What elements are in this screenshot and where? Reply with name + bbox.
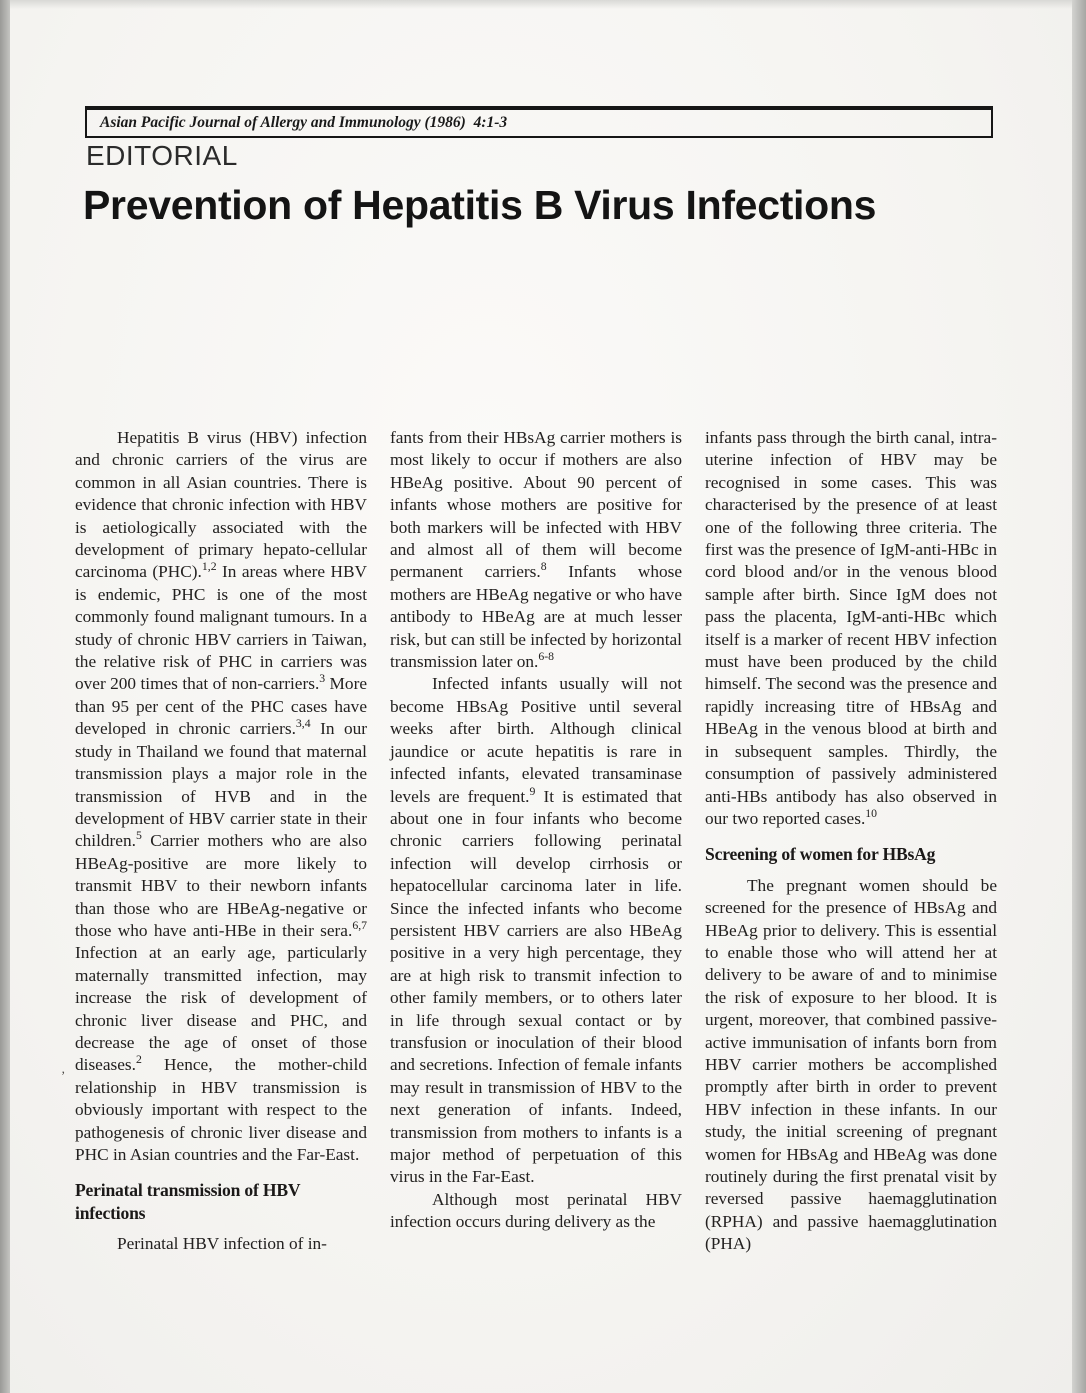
- reference-superscript: 5: [135, 829, 142, 843]
- text-run: infants pass through the birth canal, intra-uterine infection of HBV may be recognised in some cases. This was characterised by the presence of at least one of the following three criteria. The first was the presence of IgM-anti-HBc in cord blood and/or in the venous blood sample after birth. Since IgM does not pass the placenta, IgM-anti-HBc which itself is a marker of recent HBV infection must have been produced by the child himself. The second was the presence and rapidly increasing titre of HBsAg and HBeAg in the venous blood at birth and in subsequent samples. Thirdly, the consumption of passively administered anti-HBs antibody has also observed in our two reported cases.: [705, 428, 997, 828]
- text-run: Infected infants usually will not become HBsAg Positive until several weeks after birth. Although clinical jaundice or acute hepatitis is rare in infected infants, elevated transaminase levels are frequent.: [390, 674, 682, 806]
- text-run: fants from their HBsAg carrier mothers is most likely to occur if mothers are also HBeAg positive. About 90 percent of infants whose mothers are positive for both markers will be infected with HBV and almost all of them will become permanent carriers.: [390, 428, 682, 582]
- paragraph: [705, 427, 997, 830]
- reference-superscript: 1,2: [201, 560, 217, 574]
- section-label: EDITORIAL: [86, 140, 238, 171]
- column-1: [75, 427, 367, 1256]
- text-run: In areas where HBV is endemic, PHC is one of the most commonly found malignant tumours. In a study of chronic HBV carriers in Taiwan, the relative risk of PHC in carriers was over 200 times that of non-carriers.: [75, 562, 367, 694]
- paragraph: [390, 1189, 682, 1234]
- text-run: Infants whose mothers are HBeAg negative or who have antibody to HBeAg are at much lesser risk, but can still be infected by horizontal transmission later on.: [390, 562, 682, 672]
- text-run: In our study in Thailand we found that maternal transmission plays a major role in the transmission of HVB and in the development of HBV carrier state in their children.: [75, 719, 368, 851]
- text-run: Perinatal HBV infection of in-: [117, 1234, 327, 1254]
- reference-superscript: 2: [135, 1053, 142, 1067]
- reference-superscript: 6,7: [352, 919, 367, 933]
- text-run: Hepatitis B virus (HBV) infection and chronic carriers of the virus are common in all Asian countries. There is evidence that chronic infection with HBV is aetiologically associated with the development of primary hepato-cellular carcinoma (PHC).: [75, 428, 367, 582]
- column-3: [705, 427, 997, 1256]
- text-run: Carrier mothers who are also HBeAg-positive are more likely to transmit HBV to their newborn infants than those who are HBeAg-negative or those who have anti-HBe in their sera.: [75, 831, 367, 940]
- paragraph: [75, 427, 367, 1166]
- text-run: More than 95 per cent of the PHC cases have developed in chronic carriers.: [75, 674, 367, 739]
- paragraph: [705, 875, 997, 1256]
- scan-edge-right: [1072, 0, 1086, 1393]
- journal-header-text: Asian Pacific Journal of Allergy and Immunology (1986) 4:1-3: [100, 114, 508, 131]
- column-2: [390, 427, 682, 1256]
- scan-edge-top: [0, 0, 1086, 9]
- reference-superscript: 3: [319, 672, 326, 686]
- paragraph: [75, 1233, 367, 1255]
- article-body: [75, 427, 996, 1256]
- text-run: It is estimated that about one in four infants who become chronic carriers following perinatal infection will develop cirrhosis or hepatocellular carcinoma later in life. Since the infected infants who become persistent HBV carriers are also HBeAg positive in a very high percentage, they are at high risk to transmit infection to other family members, or to others later in life through sexual contact or by transfusion or inoculation of their blood and secretions. Infection of female infants may result in transmission of HBV to the next generation of infants. Indeed, transmission from mothers to infants is a major method of perpetuation of this virus in the Far-East.: [390, 786, 682, 1187]
- paragraph: [390, 427, 682, 673]
- reference-superscript: 8: [540, 560, 547, 574]
- reference-superscript: 10: [865, 807, 878, 821]
- reference-superscript: 6-8: [538, 650, 554, 664]
- reference-superscript: 3,4: [295, 717, 311, 731]
- reference-superscript: 9: [529, 784, 536, 798]
- paragraph: [390, 673, 682, 1188]
- text-run: Infection at an early age, particularly maternally transmitted infection, may increase the risk of development of chronic liver disease and PHC, and decrease the age of onset of those diseases.: [75, 943, 367, 1075]
- scan-artifact-mark: ’: [61, 1068, 66, 1083]
- text-run: The pregnant women should be screened for the presence of HBsAg and HBeAg prior to delivery. This is essential to enable those who will attend her at delivery to be aware of and to minimise the risk of exposure to her blood. It is urgent, moreover, that combined passive-active immunisation of infants born from HBV carrier mothers be accomplished promptly after birth in order to prevent HBV infection in these infants. In our study, the initial screening of pregnant women for HBsAg and HBeAg was done routinely during the first prenatal visit by reversed passive haemagglutination (RPHA) and passive haemagglutination (PHA): [705, 875, 997, 1254]
- section-heading: Perinatal transmission of HBV infections: [75, 1180, 301, 1223]
- section-heading: Screening of women for HBsAg: [705, 844, 936, 865]
- journal-header-box: [85, 106, 993, 138]
- scan-edge-left: [0, 0, 10, 1393]
- text-run: Hence, the mother-child relationship in HBV transmission is obviously important with respect to the pathogenesis of chronic liver disease and PHC in Asian countries and the Far-East.: [75, 1055, 367, 1164]
- text-run: Although most perinatal HBV infection occurs during delivery as the: [390, 1189, 682, 1232]
- article-title: Prevention of Hepatitis B Virus Infections: [83, 182, 877, 228]
